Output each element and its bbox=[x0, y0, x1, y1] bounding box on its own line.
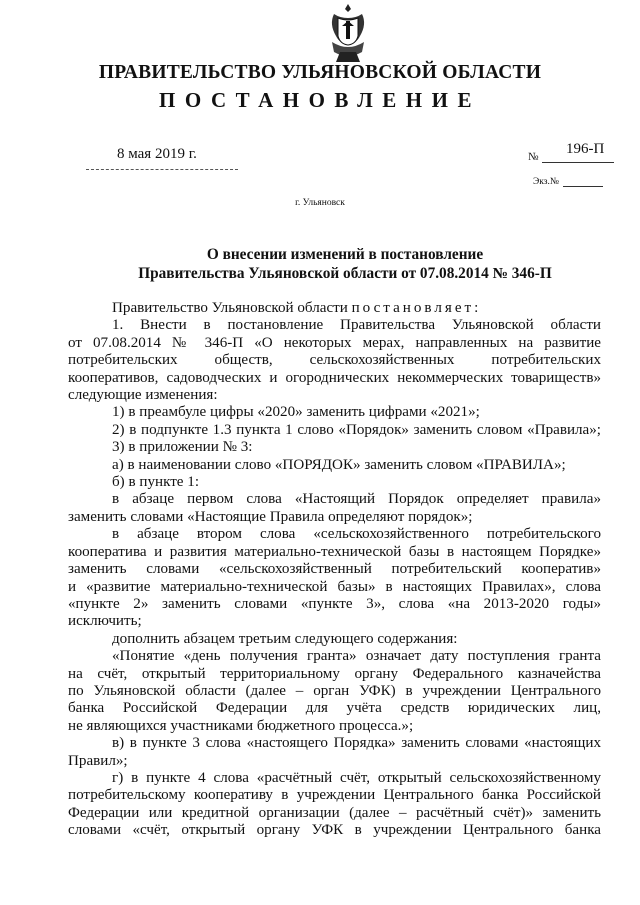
text-line: потребительских обществ, сельскохозяйственных потребительских bbox=[68, 352, 601, 369]
text-line: исключить; bbox=[68, 613, 142, 630]
text-line: банка Российской Федерации для учёта средств юридических лиц, bbox=[68, 700, 601, 717]
text-line: от 07.08.2014 № 346-П «О некоторых мерах, направленных на развитие bbox=[68, 334, 601, 351]
text-line: г) в пункте 4 слова «расчётный счёт, открытый сельскохозяйственному bbox=[112, 769, 601, 786]
coat-of-arms-emblem bbox=[328, 2, 368, 64]
text-line: «Понятие «день получения гранта» означает дату поступления гранта bbox=[112, 648, 601, 665]
text-line: заменить словами «Настоящие Правила определяют порядок»; bbox=[68, 508, 473, 525]
text-line: Правил»; bbox=[68, 752, 128, 769]
text-line: кооператива и развития материально-технической базы в настоящем Порядке» bbox=[68, 543, 601, 560]
intro-resolves: постановляет: bbox=[351, 300, 482, 316]
text-line: следующие изменения: bbox=[68, 387, 218, 404]
date-underline bbox=[86, 169, 238, 170]
text-line: 1. Внести в постановление Правительства Ульяновской области bbox=[112, 317, 601, 334]
text-line: не являющихся участниками бюджетного процесса.»; bbox=[68, 717, 414, 734]
text-line: заменить словами «сельскохозяйственный потребительский кооператив» bbox=[68, 561, 601, 578]
text-line: словами «счёт, открытый органу УФК в учреждении Центрального банка bbox=[68, 822, 601, 839]
intro-prefix: Правительство Ульяновской области bbox=[112, 300, 352, 316]
text-line: потребительскому кооперативу в учреждении Центрального банка Российской bbox=[68, 787, 601, 804]
number-sign: № bbox=[528, 151, 539, 163]
text-line: на счёт, открытый территориальному органу Федерального казначейства bbox=[68, 665, 601, 682]
text-line: а) в наименовании слово «ПОРЯДОК» заменить словом «ПРАВИЛА»; bbox=[112, 456, 566, 473]
text-line: 3) в приложении № 3: bbox=[112, 439, 253, 456]
text-line: Федерации или кредитной организации (далее – расчётный счёт)» заменить bbox=[68, 804, 601, 821]
text-line: по Ульяновской области (далее – орган УФК) в учреждении Центрального bbox=[68, 682, 601, 699]
text-line: кооперативов, садоводческих и огороднических некоммерческих товариществ» bbox=[68, 369, 601, 386]
text-line: «пункте 2» заменить словами «пункте 3», слова «на 2013-2020 годы» bbox=[68, 595, 601, 612]
heading-line-1: О внесении изменений в постановление bbox=[206, 246, 484, 263]
text-line: в абзаце первом слова «Настоящий Порядок определяет правила» bbox=[112, 491, 601, 508]
text-line: б) в пункте 1: bbox=[112, 474, 200, 491]
document-number: 196-П bbox=[566, 141, 605, 157]
text-line: 1) в преамбуле цифры «2020» заменить цифрами «2021»; bbox=[112, 404, 480, 421]
intro-paragraph bbox=[68, 300, 601, 317]
text-line: и «развитие материально-технической базы» в настоящих Правилах», слова bbox=[68, 578, 601, 595]
copy-number-underline bbox=[563, 186, 603, 187]
city-name: г. Ульяновск bbox=[295, 198, 345, 208]
text-line: 2) в подпункте 1.3 пункта 1 слово «Порядок» заменить словом «Правила»; bbox=[112, 421, 601, 438]
text-line: дополнить абзацем третьим следующего содержания: bbox=[112, 630, 458, 647]
number-underline bbox=[542, 162, 614, 163]
heading-line-2: Правительства Ульяновской области от 07.08.2014 № 346-П bbox=[138, 265, 552, 282]
document-heading bbox=[70, 245, 620, 283]
document-body bbox=[68, 300, 601, 840]
text-line: в) в пункте 3 слова «настоящего Порядка» заменить словами «настоящих bbox=[112, 735, 601, 752]
document-date: 8 мая 2019 г. bbox=[117, 146, 197, 162]
government-name: ПРАВИТЕЛЬСТВО УЛЬЯНОВСКОЙ ОБЛАСТИ bbox=[98, 62, 542, 83]
copy-number-label: Экз.№ bbox=[533, 177, 559, 187]
text-line: в абзаце втором слова «сельскохозяйственного потребительского bbox=[112, 526, 601, 543]
document-type: ПОСТАНОВЛЕНИЕ bbox=[159, 88, 481, 112]
